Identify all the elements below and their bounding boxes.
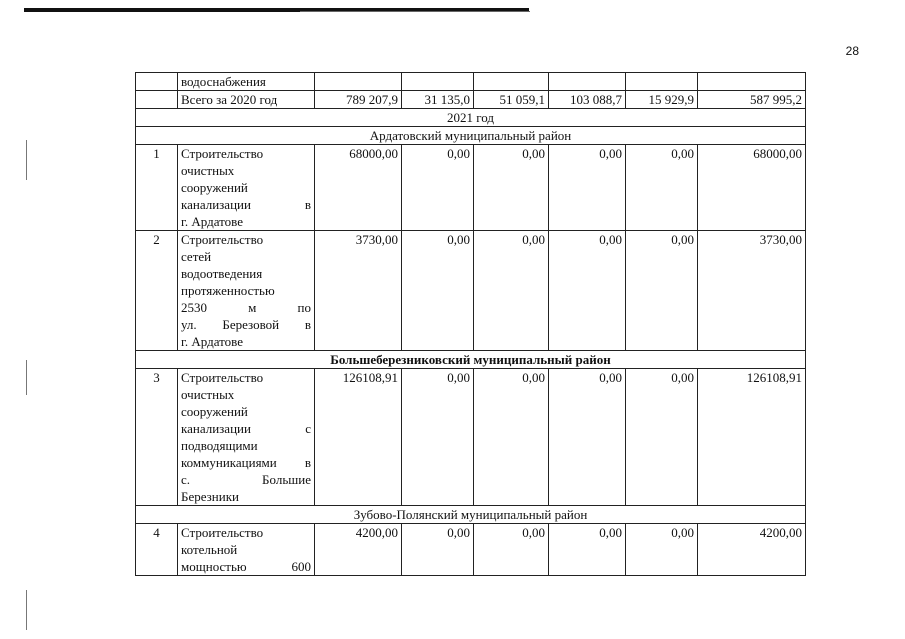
cell-value: 31 135,0 (402, 91, 474, 109)
budget-table (135, 72, 806, 576)
cell-value: 0,00 (626, 369, 698, 506)
cell-value: 0,00 (626, 524, 698, 576)
table-row-total-2020 (136, 91, 806, 109)
cell-value: 0,00 (549, 524, 626, 576)
cell-value: 0,00 (402, 145, 474, 231)
cell-value: 126108,91 (698, 369, 806, 506)
table-row-item (136, 231, 806, 351)
scan-top-border-thin (300, 11, 530, 12)
cell-index (136, 73, 178, 91)
cell-value: 68000,00 (315, 145, 402, 231)
cell-description: Строительство очистных сооружений канализации с подводящими коммуникациями в с. Большие Березники (178, 369, 315, 506)
cell-description: Строительство котельной мощностью 600 (178, 524, 315, 576)
year-heading: 2021 год (136, 109, 806, 127)
cell-value: 0,00 (402, 524, 474, 576)
page-number: 28 (845, 44, 859, 58)
cell-index: 3 (136, 369, 178, 506)
scan-margin-mark (26, 140, 27, 180)
cell-value: 0,00 (549, 145, 626, 231)
cell-value: 15 929,9 (626, 91, 698, 109)
cell-value: 0,00 (474, 369, 549, 506)
cell-index: 1 (136, 145, 178, 231)
cell-index: 2 (136, 231, 178, 351)
cell-value: 3730,00 (698, 231, 806, 351)
table-row-carryover (136, 73, 806, 91)
district-heading: Зубово-Полянский муниципальный район (136, 506, 806, 524)
cell-value: 0,00 (626, 145, 698, 231)
table-row-item (136, 145, 806, 231)
cell-index (136, 91, 178, 109)
cell-description: Строительство очистных сооружений канализации в г. Ардатове (178, 145, 315, 231)
cell-description: Строительство сетей водоотведения протяженностью 2530 м по ул. Березовой в г. Ардатове (178, 231, 315, 351)
cell-value: 0,00 (474, 231, 549, 351)
cell-value: 0,00 (402, 369, 474, 506)
scan-margin-mark (26, 590, 27, 630)
scan-margin-mark (26, 360, 27, 395)
cell-index: 4 (136, 524, 178, 576)
cell-description: Всего за 2020 год (178, 91, 315, 109)
cell-value: 51 059,1 (474, 91, 549, 109)
cell-value: 587 995,2 (698, 91, 806, 109)
cell-value: 0,00 (474, 145, 549, 231)
table-row-district-heading (136, 506, 806, 524)
cell-value: 126108,91 (315, 369, 402, 506)
table-row-year-heading (136, 109, 806, 127)
district-heading: Большеберезниковский муниципальный район (136, 351, 806, 369)
cell-value: 103 088,7 (549, 91, 626, 109)
cell-value: 4200,00 (698, 524, 806, 576)
cell-value: 0,00 (474, 524, 549, 576)
cell-value: 0,00 (626, 231, 698, 351)
table-row-item (136, 369, 806, 506)
cell-value: 0,00 (549, 231, 626, 351)
cell-value: 4200,00 (315, 524, 402, 576)
cell-value: 68000,00 (698, 145, 806, 231)
table-row-item (136, 524, 806, 576)
cell-value: 789 207,9 (315, 91, 402, 109)
table-row-district-heading (136, 127, 806, 145)
cell-value: 0,00 (402, 231, 474, 351)
table-row-district-heading (136, 351, 806, 369)
cell-value: 3730,00 (315, 231, 402, 351)
district-heading: Ардатовский муниципальный район (136, 127, 806, 145)
cell-description: водоснабжения (178, 73, 315, 91)
cell-value: 0,00 (549, 369, 626, 506)
